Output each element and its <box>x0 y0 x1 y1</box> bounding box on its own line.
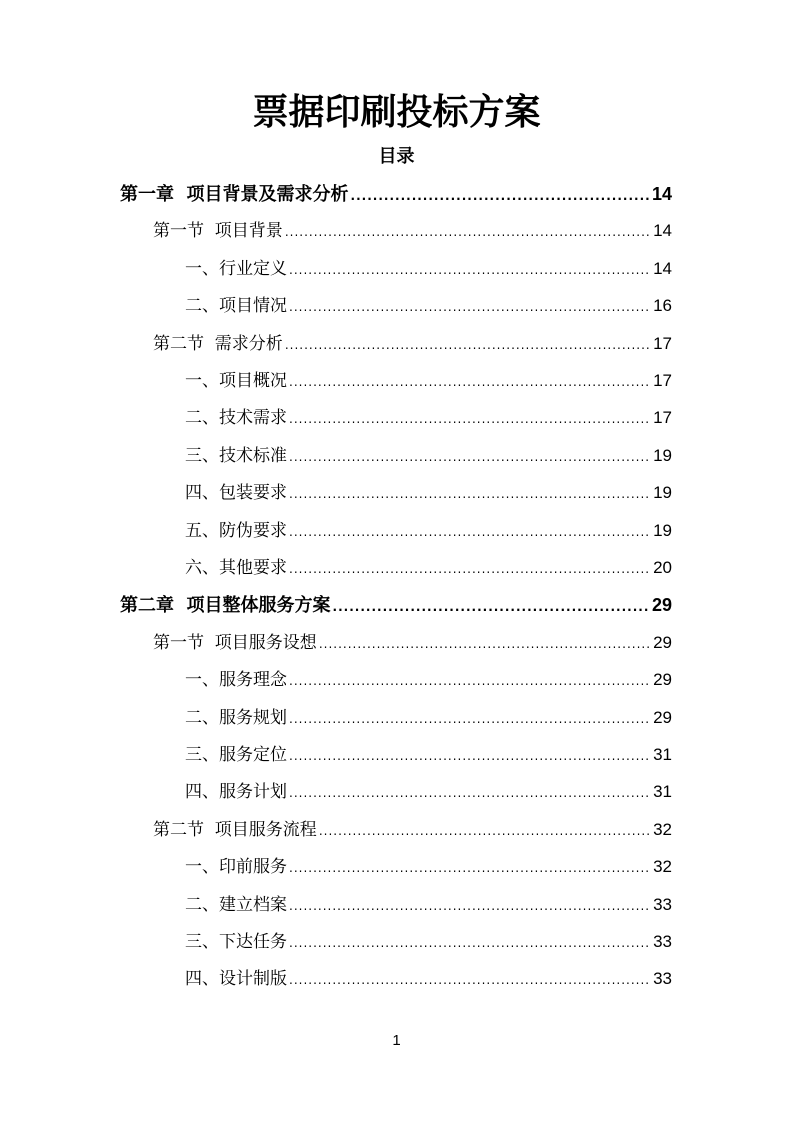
toc-entry-page: 31 <box>653 782 672 802</box>
dot-leader <box>289 256 651 284</box>
toc-entry[interactable] <box>185 778 672 806</box>
toc-entry-label: 二、项目情况 <box>185 296 287 317</box>
toc-entry[interactable] <box>185 965 672 993</box>
dot-leader <box>289 892 651 920</box>
document-title: 票据印刷投标方案 <box>252 92 541 133</box>
toc-entry-label: 一、服务理念 <box>185 670 287 691</box>
toc-entry-label: 二、建立档案 <box>185 894 287 915</box>
toc-entry-label: 二、服务规划 <box>185 707 287 728</box>
toc-entry-page: 20 <box>653 558 672 577</box>
toc-entry[interactable] <box>185 891 672 919</box>
dot-leader <box>351 182 650 210</box>
toc-entry-page: 33 <box>653 932 672 951</box>
dot-leader <box>285 218 651 246</box>
toc-entry[interactable] <box>120 591 672 619</box>
dot-leader <box>319 817 651 845</box>
toc-entry-label: 第二节 项目服务流程 <box>153 819 317 840</box>
toc-entry[interactable] <box>185 255 672 283</box>
toc-entry-label: 三、技术标准 <box>185 445 287 466</box>
toc-entry[interactable] <box>185 853 672 881</box>
toc-entry-label: 一、项目概况 <box>185 371 287 391</box>
dot-leader <box>289 405 651 433</box>
dot-leader <box>285 331 651 359</box>
toc-entry[interactable] <box>185 404 672 432</box>
dot-leader <box>289 705 651 733</box>
toc-entry[interactable] <box>185 367 672 395</box>
toc-entry-label: 四、设计制版 <box>185 969 287 990</box>
dot-leader <box>289 854 651 882</box>
toc-entry-page: 19 <box>653 520 672 540</box>
toc-entry-page: 14 <box>653 221 672 241</box>
toc-entry-label: 三、下达任务 <box>185 932 287 952</box>
toc-entry-page: 29 <box>653 632 672 652</box>
toc-entry-label: 二、技术需求 <box>185 408 287 429</box>
toc-entry-label: 第一章 项目背景及需求分析 <box>120 184 349 205</box>
toc-entry-page: 33 <box>653 894 672 914</box>
toc-entry-label: 四、包装要求 <box>185 483 287 504</box>
toc-entry-label: 一、行业定义 <box>185 258 287 279</box>
toc-entry[interactable] <box>185 517 672 545</box>
toc-entry[interactable] <box>153 629 672 657</box>
toc-entry-page: 29 <box>653 707 672 727</box>
dot-leader <box>289 293 651 321</box>
toc-entry-page: 29 <box>653 670 672 690</box>
toc-heading: 目录 <box>378 146 415 167</box>
toc-entry-page: 17 <box>653 371 672 390</box>
toc-entry-label: 四、服务计划 <box>185 782 287 803</box>
toc-entry[interactable] <box>185 442 672 470</box>
toc-entry-label: 六、其他要求 <box>185 558 287 578</box>
toc-entry-page: 17 <box>653 333 672 353</box>
dot-leader <box>289 480 651 508</box>
toc-entry[interactable] <box>120 180 672 208</box>
dot-leader <box>289 779 651 807</box>
dot-leader <box>289 555 651 583</box>
toc-entry-page: 14 <box>653 258 672 278</box>
toc-entry-page: 14 <box>651 184 672 204</box>
dot-leader <box>289 742 651 770</box>
toc-entry-page: 32 <box>653 857 672 877</box>
toc-entry-label: 三、服务定位 <box>185 745 287 765</box>
dot-leader <box>289 518 651 546</box>
toc-entry[interactable] <box>185 928 672 956</box>
toc-entry-label: 五、防伪要求 <box>185 520 287 541</box>
toc-entry[interactable] <box>185 704 672 732</box>
toc-entry-label: 第一节 项目服务设想 <box>153 632 317 653</box>
dot-leader <box>289 443 651 471</box>
toc-entry-page: 17 <box>653 408 672 428</box>
toc-entry-page: 31 <box>653 745 672 764</box>
toc-entry-page: 32 <box>653 819 672 839</box>
page-number: 1 <box>392 1032 401 1049</box>
dot-leader <box>289 929 651 957</box>
toc-entry[interactable] <box>153 816 672 844</box>
toc-entry-page: 19 <box>653 483 672 503</box>
toc-entry[interactable] <box>153 217 672 245</box>
toc-entry-label: 第一节 项目背景 <box>153 221 283 242</box>
toc-entry-page: 29 <box>651 595 672 616</box>
toc-entry-page: 16 <box>653 296 672 316</box>
dot-leader <box>319 630 651 658</box>
dot-leader <box>333 593 650 621</box>
dot-leader <box>289 368 651 396</box>
toc-entry[interactable] <box>153 330 672 358</box>
dot-leader <box>289 667 651 695</box>
toc-entry-page: 33 <box>653 969 672 989</box>
toc-entry-label: 一、印前服务 <box>185 857 287 878</box>
toc-entry-label: 第二章 项目整体服务方案 <box>120 595 331 617</box>
toc-entry[interactable] <box>185 666 672 694</box>
toc-entry-label: 第二节 需求分析 <box>153 333 283 354</box>
toc-entry[interactable] <box>185 554 672 582</box>
toc-entry[interactable] <box>185 292 672 320</box>
dot-leader <box>289 966 651 994</box>
toc-entry[interactable] <box>185 479 672 507</box>
toc-entry-page: 19 <box>653 445 672 465</box>
toc-entry[interactable] <box>185 741 672 769</box>
